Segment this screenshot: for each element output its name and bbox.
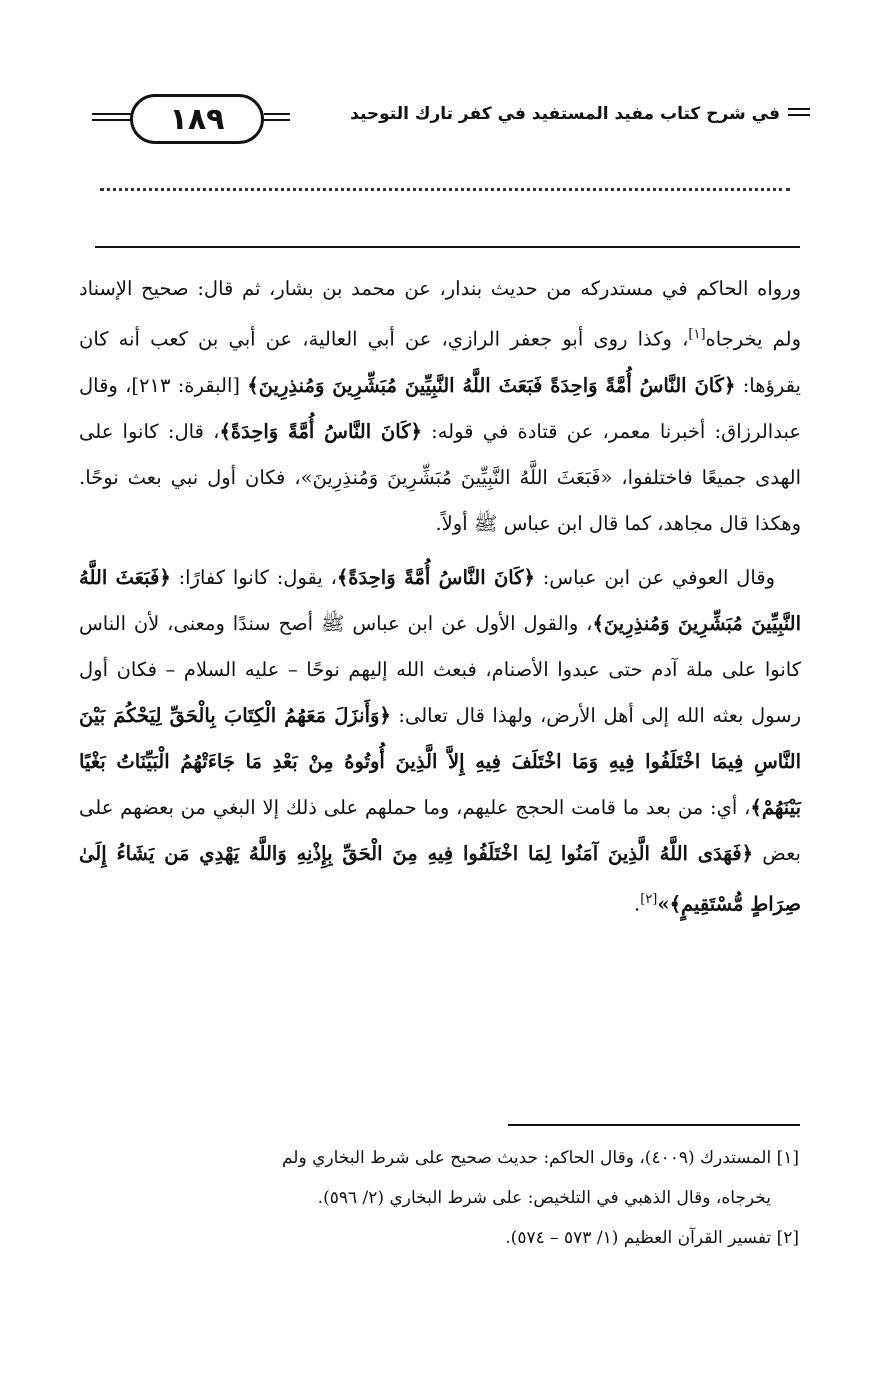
quran-quote: ﴿فَبَعَثَ اللَّهُ النَّبِيِّينَ مُبَشِّرِينَ وَمُنذِرِينَ﴾	[79, 565, 802, 635]
left-ornament-rule	[92, 113, 132, 125]
quran-quote: ﴿كَانَ النَّاسُ أُمَّةً وَاحِدَةً﴾	[336, 565, 535, 589]
footnote-1-line-1: [١] المستدرك (٤٠٠٩)، وقال الحاكم: حديث صحيح على شرط البخاري ولم	[281, 1148, 799, 1168]
footnote-2: [٢] تفسير القرآن العظيم (١/ ٥٧٣ – ٥٧٤).	[505, 1228, 799, 1248]
dotted-separator	[100, 188, 790, 200]
quran-quote: ﴿كَانَ النَّاسُ أُمَّةً وَاحِدَةً﴾	[219, 419, 422, 443]
text-segment: ، والقول الأول عن ابن عباس ﷺ أصح سندًا ومعنى، لأن الناس كانوا على ملة آدم حتى عبدوا الأصنام، فبعث الله إليهم نوحًا – عليه السلام – فكان أول رسول بعثه الله إلى أهل الأرض، ولهذا قال تعالى:	[79, 611, 801, 727]
footnote-ref: [٢]	[640, 891, 658, 907]
footnote-1-line-2: يخرجاه، وقال الذهبي في التلخيص: على شرط البخاري (٢/ ٥٩٦).	[317, 1188, 771, 1208]
footnotes	[79, 1138, 799, 1258]
page-number: ١٨٩	[169, 101, 225, 137]
paragraph	[79, 555, 801, 928]
running-title: في شرح كتاب مفيد المستفيد في كفر تارك التوحيد	[350, 104, 780, 124]
title-marker-rule	[788, 108, 810, 118]
main-text	[79, 266, 801, 927]
page-header	[80, 92, 810, 148]
quran-quote: ﴿فَهَدَى اللَّهُ الَّذِينَ آمَنُوا لِمَا اخْتَلَفُوا فِيهِ مِنَ الْحَقِّ بِإِذْنِهِ وَاللَّهُ يَهْدِي مَن يَشَاءُ إِلَىٰ صِرَاطٍ مُّسْتَقِيمٍ﴾»	[79, 841, 801, 915]
paragraph	[79, 266, 801, 547]
text-segment: ، يقول: كانوا كفارًا:	[170, 565, 337, 589]
quran-quote: ﴿كَانَ النَّاسُ أُمَّةً وَاحِدَةً فَبَعَثَ اللَّهُ النَّبِيِّينَ مُبَشِّرِينَ وَمُنذِرِينَ﴾	[247, 373, 736, 397]
header-rule	[95, 246, 800, 248]
text-segment: وقال العوفي عن ابن عباس:	[534, 565, 776, 589]
text-segment: ، قال: كانوا على الهدى جميعًا فاختلفوا، «فَبَعَثَ اللَّهُ النَّبِيِّينَ مُبَشِّرِينَ وَمُنذِرِينَ»، فكان أول نبي بعث نوحًا. وهكذا قال مجاهد، كما قال ابن عباس ﷺ أولاً.	[79, 419, 801, 535]
text-segment: ، وكذا روى أبو جعفر الرازي، عن أبي العالية، عن أبي بن كعب أنه كان يقرؤها:	[79, 327, 801, 397]
quran-quote: ﴿وَأَنزَلَ مَعَهُمُ الْكِتَابَ بِالْحَقِّ لِيَحْكُمَ بَيْنَ النَّاسِ فِيمَا اخْتَلَفُوا فِيهِ وَمَا اخْتَلَفَ فِيهِ إِلاَّ الَّذِينَ أُوتُوهُ مِنْ بَعْدِ مَا جَاءَتْهُمُ الْبَيِّنَاتُ بَغْيًا بَيْنَهُمْ﴾	[79, 703, 801, 819]
page-number-badge	[130, 94, 264, 144]
text-segment: [البقرة: ٢١٣]، وقال عبدالرزاق: أخبرنا معمر، عن قتادة في قوله:	[79, 373, 801, 443]
text-segment: ورواه الحاكم في مستدركه من حديث بندار، عن محمد بن بشار، ثم قال: صحيح الإسناد ولم يخرجاه	[79, 277, 801, 351]
footnote-ref: [١]	[688, 327, 706, 342]
footnote-rule	[508, 1124, 800, 1126]
right-ornament-rule	[264, 113, 290, 125]
text-segment: ، أي: من بعد ما قامت الحجج عليهم، وما حملهم على ذلك إلا البغي من بعضهم على بعض	[79, 795, 801, 865]
text-segment: .	[634, 892, 641, 915]
